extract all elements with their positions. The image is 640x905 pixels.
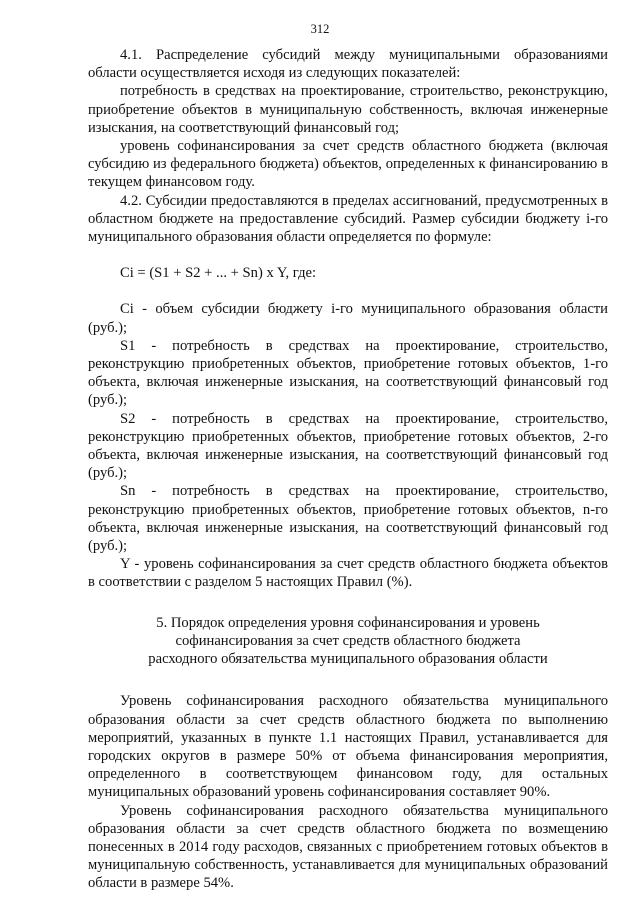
paragraph-4-1: 4.1. Распределение субсидий между муниципальными образованиями области осуществляется исходя из следующих показателей: [88,47,608,82]
section-5-title-line: расходного обязательства муниципального образования области [148,651,548,668]
definition-sn: Sn - потребность в средствах на проектирование, строительство, реконструкцию приобретенных объектов, приобретение готовых объектов, n-го объекта, включая инженерные изыскания, на соответствующий финансовый год (руб.); [88,483,608,555]
page-number: 312 [310,22,330,36]
definition-s2: S2 - потребность в средствах на проектирование, строительство, реконструкцию приобретенных объектов, приобретение готовых объектов, 2-го объекта, включая инженерные изыскания, на соответствующий финансовый год (руб.); [88,410,608,482]
formula: Ci = (S1 + S2 + ... + Sn) x Y, где: [120,265,317,282]
definition-ci: Ci - объем субсидии бюджету i-го муниципального образования области (руб.); [88,301,608,336]
document-body [88,46,608,893]
section-5-title [88,614,608,669]
paragraph-cofinancing-level: уровень софинансирования за счет средств областного бюджета (включая субсидию из федерального бюджета) объектов, определенных к финансированию в текущем финансовом году. [88,138,608,191]
section-5-title-line: 5. Порядок определения уровня софинансирования и уровень [156,614,540,631]
definition-s1: S1 - потребность в средствах на проектирование, строительство, реконструкцию приобретенных объектов, приобретение готовых объектов, 1-го объекта, включая инженерные изыскания, на соответствующий финансовый год (руб.); [88,337,608,409]
paragraph-need: потребность в средствах на проектирование, строительство, реконструкцию, приобретение объектов в муниципальную собственность, включая инженерные изыскания, на соответствующий финансовый год; [88,83,608,136]
section-5-title-line: софинансирования за счет средств областного бюджета [175,632,521,649]
section-5-paragraph-2: Уровень софинансирования расходного обязательства муниципального образования области за счет средств областного бюджета по возмещению понесенных в 2014 году расходов, связанных с приобретением готовых объектов в муниципальную собственность, устанавливается для муниципальных образований области в размере 54%. [88,802,608,892]
section-5-paragraph-1: Уровень софинансирования расходного обязательства муниципального образования области за счет средств областного бюджета по выполнению мероприятий, указанных в пункте 1.1 настоящих Правил, устанавливается для городских округов в размере 50% от объема финансирования мероприятия, определенного в соответствующем финансовом году, для остальных муниципальных образований уровень софинансирования составляет 90%. [88,693,608,801]
paragraph-4-2: 4.2. Субсидии предоставляются в пределах ассигнований, предусмотренных в областном бюджете на предоставление субсидий. Размер субсидии бюджету i-го муниципального образования области определяется по формуле: [88,192,608,246]
definition-y: Y - уровень софинансирования за счет средств областного бюджета объектов в соответствии с разделом 5 настоящих Правил (%). [88,556,608,591]
